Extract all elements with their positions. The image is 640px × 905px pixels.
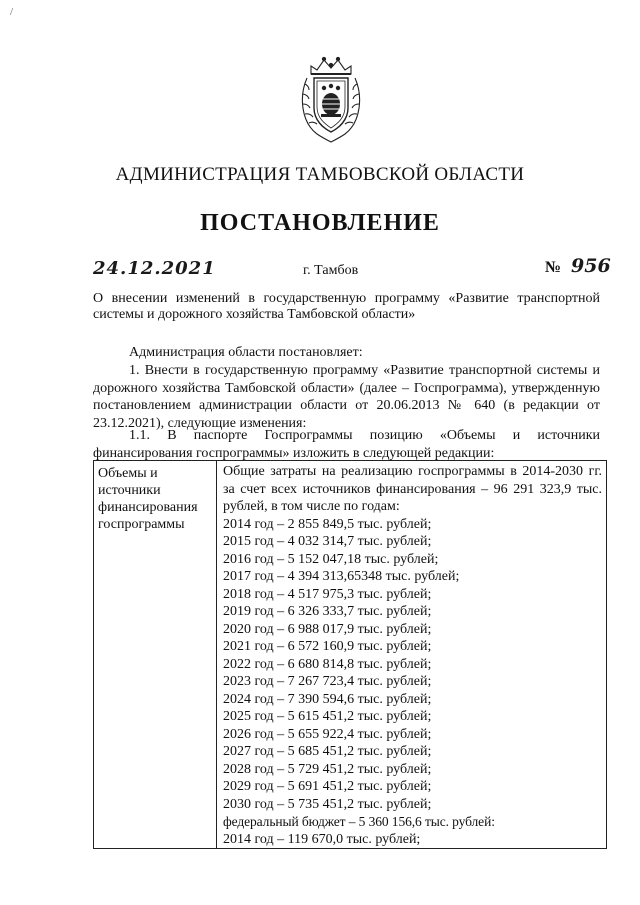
year-amount-line: 2018 год – 4 517 975,3 тыс. рублей; xyxy=(223,586,432,602)
document-number: 956 xyxy=(571,255,611,277)
year-amount-line: 2023 год – 7 267 723,4 тыс. рублей; xyxy=(223,674,432,689)
year-amount-line: 2022 год – 6 680 814,8 тыс. рублей; xyxy=(223,656,432,672)
scan-mark: / xyxy=(10,6,14,18)
year-amount-line: 2016 год – 5 152 047,18 тыс. рублей; xyxy=(223,551,439,567)
decides-paragraph: Администрация области постановляет: xyxy=(129,345,363,360)
table-row xyxy=(94,461,607,849)
year-amount-line: 2025 год – 5 615 451,2 тыс. рублей; xyxy=(223,709,432,724)
financing-label: Объемы и источники финансирования госпрограммы xyxy=(98,466,198,532)
coat-of-arms-icon xyxy=(297,52,365,144)
year-amount-line: 2030 год – 5 735 451,2 тыс. рублей; xyxy=(223,796,432,812)
financing-table xyxy=(93,460,607,849)
year-amount-line: 2017 год – 4 394 313,65348 тыс. рублей; xyxy=(223,569,460,584)
year-amount-line: 2027 год – 5 685 451,2 тыс. рублей; xyxy=(223,744,432,759)
financing-label-cell xyxy=(94,461,217,849)
federal-years-list xyxy=(223,831,602,849)
year-amount-line: 2028 год – 5 729 451,2 тыс. рублей; xyxy=(223,761,432,777)
document-type-title: ПОСТАНОВЛЕНИЕ xyxy=(200,210,440,236)
document-date: 24.12.2021 xyxy=(93,258,216,279)
federal-budget-line: федеральный бюджет – 5 360 156,6 тыс. рублей: xyxy=(223,814,495,829)
year-amount-line: 2020 год – 6 988 017,9 тыс. рублей; xyxy=(223,621,432,637)
item-1-paragraph: 1. Внести в государственную программу «Развитие транспортной системы и дорожного хозяйства Тамбовской области» (далее – Госпрограмма), утвержденную постановлением администрации области от 20.06.2013 № 640 (в редакции от 23.12.2021), следующие изменения: xyxy=(93,363,600,431)
document-subject: О внесении изменений в государственную программу «Развитие транспортной системы и дорожного хозяйства Тамбовской области» xyxy=(93,291,600,322)
year-amount-line: 2026 год – 5 655 922,4 тыс. рублей; xyxy=(223,726,432,742)
organization-title: АДМИНИСТРАЦИЯ ТАМБОВСКОЙ ОБЛАСТИ xyxy=(115,164,525,185)
document-city: г. Тамбов xyxy=(303,263,359,278)
year-amount-line: 2015 год – 4 032 314,7 тыс. рублей; xyxy=(223,534,432,549)
federal-year-amount-line: 2014 год – 119 670,0 тыс. рублей; xyxy=(223,831,421,847)
financing-values-cell xyxy=(217,461,607,849)
year-amount-line: 2024 год – 7 390 594,6 тыс. рублей; xyxy=(223,691,432,707)
years-list xyxy=(223,516,602,814)
number-sign: № xyxy=(545,259,562,276)
year-amount-line: 2014 год – 2 855 849,5 тыс. рублей; xyxy=(223,516,432,532)
year-amount-line: 2019 год – 6 326 333,7 тыс. рублей; xyxy=(223,604,432,619)
item-1-1-paragraph: 1.1. В паспорте Госпрограммы позицию «Объемы и источники финансирования госпрограммы» изложить в следующей редакции: xyxy=(93,428,600,461)
year-amount-line: 2021 год – 6 572 160,9 тыс. рублей; xyxy=(223,639,432,654)
year-amount-line: 2029 год – 5 691 451,2 тыс. рублей; xyxy=(223,779,432,794)
financing-summary: Общие затраты на реализацию госпрограммы в 2014-2030 гг. за счет всех источников финансирования – 96 291 323,9 тыс. рублей, в том числе по годам: xyxy=(223,464,602,514)
